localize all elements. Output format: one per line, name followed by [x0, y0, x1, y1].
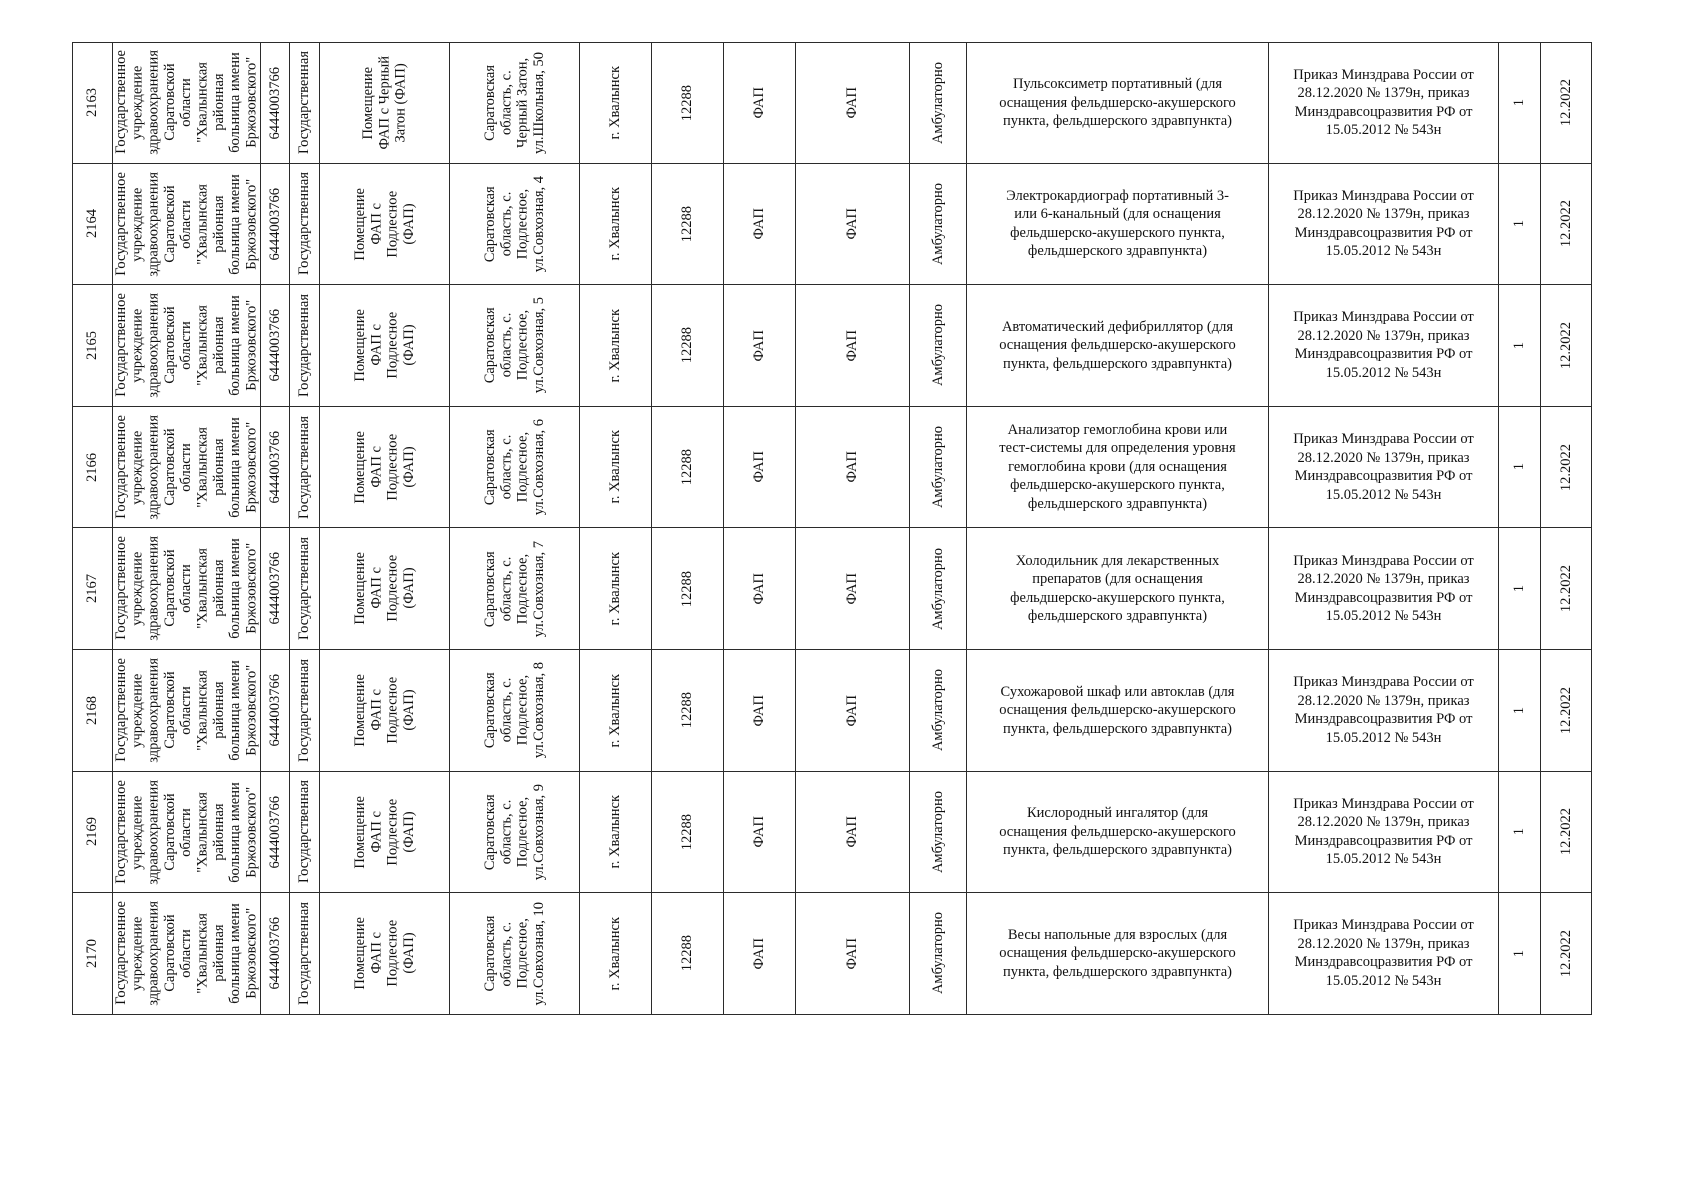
care-form-text: Амбулаторно: [929, 182, 946, 265]
equipment-text: Холодильник для лекарственных препаратов (для оснащения фельдшерско-акушерского пункта, фельдшерского здравпункта): [1010, 552, 1225, 625]
organization-text: Государственное учреждение здравоохранения Саратовской области "Хвалынская районная больница имени Бржозовского": [113, 901, 260, 1006]
code-text: 12288: [679, 448, 696, 486]
cell-num: [72, 650, 113, 772]
address-text: Саратовская область, с. Подлесное, ул.Совхозная, 7: [481, 540, 547, 637]
cell-unit-type: [724, 528, 796, 650]
cell-basis: [1269, 772, 1499, 894]
cell-care-form: [910, 650, 967, 772]
cell-num: [72, 893, 113, 1015]
cell-date: [1541, 164, 1592, 286]
inn-text: 6444003766: [266, 430, 283, 504]
num-text: 2164: [84, 209, 101, 239]
cell-basis: [1269, 528, 1499, 650]
basis-text: Приказ Минздрава России от 28.12.2020 № 1379н, приказ Минздравсоцразвития РФ от 15.05.2012 № 543н: [1293, 917, 1474, 989]
cell-city: [580, 285, 652, 407]
unit-name-text: ФАП: [844, 208, 861, 240]
equipment-text: Электрокардиограф портативный 3- или 6-канальный (для оснащения фельдшерско-акушерского пункта, фельдшерского здравпункта): [1006, 187, 1229, 260]
care-form-text: Амбулаторно: [929, 304, 946, 387]
care-form-text: Амбулаторно: [929, 61, 946, 144]
cell-unit-type: [724, 285, 796, 407]
premises-text: Помещение ФАП с Подлесное (ФАП): [351, 552, 417, 625]
ownership-text: Государственная: [296, 294, 313, 397]
basis-text: Приказ Минздрава России от 28.12.2020 № 1379н, приказ Минздравсоцразвития РФ от 15.05.2012 № 543н: [1293, 552, 1474, 625]
equipment-text: Автоматический дефибриллятор (для оснащения фельдшерско-акушерского пункта, фельдшерского здравпункта): [999, 318, 1236, 372]
cell-num: [72, 42, 113, 164]
cell-care-form: [910, 528, 967, 650]
care-form-text: Амбулаторно: [929, 790, 946, 873]
inn-text: 6444003766: [266, 674, 283, 747]
num-text: 2170: [84, 938, 101, 968]
care-form-text: Амбулаторно: [929, 669, 946, 752]
cell-city: [580, 893, 652, 1015]
cell-inn: [261, 285, 290, 407]
table-row: [72, 407, 1668, 529]
cell-city: [580, 42, 652, 164]
table-row: [72, 42, 1668, 164]
cell-premises: [320, 164, 450, 286]
city-text: г. Хвалынск: [607, 551, 624, 626]
code-text: 12288: [679, 205, 696, 243]
cell-city: [580, 528, 652, 650]
cell-ownership: [290, 893, 320, 1015]
unit-name-text: ФАП: [844, 87, 861, 119]
num-text: 2168: [84, 695, 101, 725]
unit-type-text: ФАП: [751, 694, 768, 727]
address-text: Саратовская область, с. Подлесное, ул.Совхозная, 4: [481, 175, 547, 273]
cell-ownership: [290, 528, 320, 650]
cell-equipment: [967, 164, 1269, 286]
code-text: 12288: [679, 935, 696, 972]
quantity-text: 1: [1511, 220, 1528, 228]
cell-organization: [113, 285, 261, 407]
city-text: г. Хвалынск: [607, 66, 624, 140]
inn-text: 6444003766: [266, 795, 283, 869]
unit-name-text: ФАП: [844, 694, 861, 727]
care-form-text: Амбулаторно: [929, 547, 946, 630]
basis-text: Приказ Минздрава России от 28.12.2020 № 1379н, приказ Минздравсоцразвития РФ от 15.05.2012 № 543н: [1293, 187, 1474, 260]
cell-quantity: [1499, 42, 1541, 164]
premises-text: Помещение ФАП с Подлесное (ФАП): [351, 673, 417, 747]
unit-type-text: ФАП: [751, 937, 768, 970]
cell-num: [72, 164, 113, 286]
unit-name-text: ФАП: [844, 572, 861, 605]
cell-equipment: [967, 285, 1269, 407]
cell-date: [1541, 650, 1592, 772]
care-form-text: Амбулаторно: [929, 912, 946, 995]
cell-address: [450, 42, 580, 164]
cell-code: [652, 528, 724, 650]
unit-name-text: ФАП: [844, 451, 861, 483]
cell-ownership: [290, 285, 320, 407]
cell-equipment: [967, 893, 1269, 1015]
cell-address: [450, 650, 580, 772]
ownership-text: Государственная: [296, 172, 313, 276]
num-text: 2167: [84, 574, 101, 604]
basis-text: Приказ Минздрава России от 28.12.2020 № 1379н, приказ Минздравсоцразвития РФ от 15.05.2012 № 543н: [1293, 309, 1474, 381]
basis-text: Приказ Минздрава России от 28.12.2020 № 1379н, приказ Минздравсоцразвития РФ от 15.05.2012 № 543н: [1293, 674, 1474, 746]
organization-text: Государственное учреждение здравоохранения Саратовской области "Хвалынская районная больница имени Бржозовского": [113, 50, 260, 156]
address-text: Саратовская область, с. Подлесное, ул.Совхозная, 6: [481, 418, 547, 516]
cell-ownership: [290, 772, 320, 894]
cell-premises: [320, 407, 450, 529]
cell-premises: [320, 650, 450, 772]
cell-num: [72, 772, 113, 894]
organization-text: Государственное учреждение здравоохранения Саратовской области "Хвалынская районная больница имени Бржозовского": [113, 657, 260, 763]
cell-address: [450, 407, 580, 529]
cell-quantity: [1499, 893, 1541, 1015]
cell-unit-name: [796, 407, 910, 529]
cell-quantity: [1499, 407, 1541, 529]
cell-code: [652, 772, 724, 894]
cell-unit-type: [724, 164, 796, 286]
unit-type-text: ФАП: [751, 87, 768, 119]
date-text: 12.2022: [1557, 565, 1574, 613]
cell-address: [450, 893, 580, 1015]
date-text: 12.2022: [1557, 443, 1574, 491]
quantity-text: 1: [1511, 463, 1528, 471]
cell-organization: [113, 407, 261, 529]
table-row: [72, 893, 1668, 1015]
ownership-text: Государственная: [296, 51, 313, 155]
city-text: г. Хвалынск: [607, 187, 624, 261]
table-row: [72, 164, 1668, 286]
unit-type-text: ФАП: [751, 329, 768, 362]
cell-inn: [261, 772, 290, 894]
ownership-text: Государственная: [296, 537, 313, 641]
cell-quantity: [1499, 528, 1541, 650]
num-text: 2165: [84, 330, 101, 360]
unit-type-text: ФАП: [751, 816, 768, 848]
cell-organization: [113, 528, 261, 650]
date-text: 12.2022: [1557, 808, 1574, 856]
cell-code: [652, 650, 724, 772]
cell-basis: [1269, 407, 1499, 529]
premises-text: Помещение ФАП с Подлесное (ФАП): [351, 795, 417, 869]
cell-inn: [261, 407, 290, 529]
cell-address: [450, 164, 580, 286]
cell-code: [652, 164, 724, 286]
cell-inn: [261, 42, 290, 164]
inn-text: 6444003766: [266, 187, 283, 261]
cell-basis: [1269, 650, 1499, 772]
cell-inn: [261, 650, 290, 772]
address-text: Саратовская область, с. Подлесное, ул.Совхозная, 10: [481, 901, 547, 1006]
ownership-text: Государственная: [296, 780, 313, 884]
city-text: г. Хвалынск: [607, 430, 624, 504]
cell-city: [580, 164, 652, 286]
inn-text: 6444003766: [266, 917, 283, 990]
ownership-text: Государственная: [296, 902, 313, 1005]
basis-text: Приказ Минздрава России от 28.12.2020 № 1379н, приказ Минздравсоцразвития РФ от 15.05.2012 № 543н: [1293, 431, 1474, 503]
basis-text: Приказ Минздрава России от 28.12.2020 № 1379н, приказ Минздравсоцразвития РФ от 15.05.2012 № 543н: [1293, 66, 1474, 139]
cell-organization: [113, 650, 261, 772]
cell-ownership: [290, 407, 320, 529]
cell-equipment: [967, 772, 1269, 894]
equipment-text: Весы напольные для взрослых (для оснащения фельдшерско-акушерского пункта, фельдшерского здравпункта): [999, 926, 1236, 980]
cell-unit-type: [724, 650, 796, 772]
cell-equipment: [967, 528, 1269, 650]
cell-organization: [113, 164, 261, 286]
cell-address: [450, 528, 580, 650]
cell-basis: [1269, 893, 1499, 1015]
cell-date: [1541, 772, 1592, 894]
cell-inn: [261, 893, 290, 1015]
quantity-text: 1: [1511, 99, 1528, 107]
cell-date: [1541, 42, 1592, 164]
quantity-text: 1: [1511, 585, 1528, 593]
cell-organization: [113, 772, 261, 894]
unit-name-text: ФАП: [844, 329, 861, 362]
num-text: 2163: [84, 88, 101, 118]
inn-text: 6444003766: [266, 66, 283, 140]
table-row: [72, 772, 1668, 894]
equipment-text: Сухожаровой шкаф или автоклав (для оснащения фельдшерско-акушерского пункта, фельдшерского здравпункта): [999, 683, 1236, 737]
table-row: [72, 285, 1668, 407]
unit-type-text: ФАП: [751, 451, 768, 483]
cell-quantity: [1499, 285, 1541, 407]
cell-unit-type: [724, 772, 796, 894]
equipment-text: Кислородный ингалятор (для оснащения фельдшерско-акушерского пункта, фельдшерского здравпункта): [999, 805, 1236, 859]
city-text: г. Хвалынск: [607, 308, 624, 383]
date-text: 12.2022: [1557, 321, 1574, 370]
cell-city: [580, 407, 652, 529]
care-form-text: Амбулаторно: [929, 426, 946, 509]
cell-code: [652, 407, 724, 529]
cell-premises: [320, 285, 450, 407]
organization-text: Государственное учреждение здравоохранения Саратовской области "Хвалынская районная больница имени Бржозовского": [113, 536, 260, 642]
basis-text: Приказ Минздрава России от 28.12.2020 № 1379н, приказ Минздравсоцразвития РФ от 15.05.2012 № 543н: [1293, 795, 1474, 868]
cell-care-form: [910, 285, 967, 407]
cell-date: [1541, 528, 1592, 650]
quantity-text: 1: [1511, 828, 1528, 836]
cell-unit-name: [796, 893, 910, 1015]
unit-type-text: ФАП: [751, 208, 768, 240]
cell-ownership: [290, 164, 320, 286]
city-text: г. Хвалынск: [607, 673, 624, 748]
organization-text: Государственное учреждение здравоохранения Саратовской области "Хвалынская районная больница имени Бржозовского": [113, 293, 260, 398]
ownership-text: Государственная: [296, 658, 313, 762]
cell-code: [652, 42, 724, 164]
cell-premises: [320, 893, 450, 1015]
equipment-text: Пульсоксиметр портативный (для оснащения фельдшерско-акушерского пункта, фельдшерского здравпункта): [999, 76, 1236, 130]
cell-premises: [320, 528, 450, 650]
table-row: [72, 528, 1668, 650]
premises-text: Помещение ФАП с Черный Затон (ФАП): [360, 56, 409, 150]
cell-premises: [320, 42, 450, 164]
cell-equipment: [967, 407, 1269, 529]
cell-ownership: [290, 42, 320, 164]
inn-text: 6444003766: [266, 552, 283, 625]
cell-care-form: [910, 42, 967, 164]
address-text: Саратовская область, с. Подлесное, ул.Совхозная, 9: [481, 783, 547, 881]
cell-equipment: [967, 650, 1269, 772]
code-text: 12288: [679, 84, 696, 121]
quantity-text: 1: [1511, 341, 1528, 350]
cell-unit-name: [796, 42, 910, 164]
cell-basis: [1269, 164, 1499, 286]
unit-name-text: ФАП: [844, 937, 861, 970]
date-text: 12.2022: [1557, 929, 1574, 978]
cell-unit-type: [724, 42, 796, 164]
table-row: [72, 650, 1668, 772]
date-text: 12.2022: [1557, 200, 1574, 248]
cell-care-form: [910, 772, 967, 894]
premises-text: Помещение ФАП с Подлесное (ФАП): [351, 187, 417, 261]
organization-text: Государственное учреждение здравоохранения Саратовской области "Хвалынская районная больница имени Бржозовского": [113, 779, 260, 885]
quantity-text: 1: [1511, 949, 1528, 958]
city-text: г. Хвалынск: [607, 916, 624, 991]
date-text: 12.2022: [1557, 686, 1574, 734]
ownership-text: Государственная: [296, 415, 313, 519]
cell-city: [580, 650, 652, 772]
code-text: 12288: [679, 327, 696, 364]
cell-date: [1541, 407, 1592, 529]
date-text: 12.2022: [1557, 79, 1574, 127]
cell-num: [72, 407, 113, 529]
num-text: 2169: [84, 817, 101, 847]
code-text: 12288: [679, 570, 696, 607]
code-text: 12288: [679, 813, 696, 851]
cell-inn: [261, 164, 290, 286]
cell-organization: [113, 42, 261, 164]
cell-basis: [1269, 42, 1499, 164]
cell-unit-type: [724, 407, 796, 529]
cell-unit-name: [796, 772, 910, 894]
cell-num: [72, 528, 113, 650]
cell-unit-name: [796, 285, 910, 407]
premises-text: Помещение ФАП с Подлесное (ФАП): [351, 917, 417, 990]
unit-name-text: ФАП: [844, 816, 861, 848]
cell-address: [450, 772, 580, 894]
cell-basis: [1269, 285, 1499, 407]
cell-date: [1541, 285, 1592, 407]
cell-unit-name: [796, 164, 910, 286]
cell-care-form: [910, 164, 967, 286]
cell-inn: [261, 528, 290, 650]
organization-text: Государственное учреждение здравоохранения Саратовской области "Хвалынская районная больница имени Бржозовского": [113, 171, 260, 277]
cell-date: [1541, 893, 1592, 1015]
cell-unit-type: [724, 893, 796, 1015]
cell-organization: [113, 893, 261, 1015]
inn-text: 6444003766: [266, 309, 283, 382]
cell-code: [652, 893, 724, 1015]
quantity-text: 1: [1511, 706, 1528, 714]
premises-text: Помещение ФАП с Подлесное (ФАП): [351, 309, 417, 382]
unit-type-text: ФАП: [751, 572, 768, 605]
cell-unit-name: [796, 528, 910, 650]
organization-text: Государственное учреждение здравоохранения Саратовской области "Хвалынская районная больница имени Бржозовского": [113, 414, 260, 520]
cell-ownership: [290, 650, 320, 772]
cell-equipment: [967, 42, 1269, 164]
cell-care-form: [910, 407, 967, 529]
cell-quantity: [1499, 650, 1541, 772]
premises-text: Помещение ФАП с Подлесное (ФАП): [351, 430, 417, 504]
address-text: Саратовская область, с. Черный Затон, ул.Школьная, 50: [481, 51, 547, 154]
code-text: 12288: [679, 692, 696, 729]
cell-num: [72, 285, 113, 407]
equipment-text: Анализатор гемоглобина крови или тест-системы для определения уровня гемоглобина крови (для оснащения фельдшерско-акушерского пункта, фельдшерского здравпункта): [999, 421, 1236, 512]
cell-unit-name: [796, 650, 910, 772]
cell-care-form: [910, 893, 967, 1015]
cell-quantity: [1499, 164, 1541, 286]
cell-quantity: [1499, 772, 1541, 894]
address-text: Саратовская область, с. Подлесное, ул.Совхозная, 8: [481, 662, 547, 759]
num-text: 2166: [84, 452, 101, 482]
cell-address: [450, 285, 580, 407]
city-text: г. Хвалынск: [607, 795, 624, 869]
cell-code: [652, 285, 724, 407]
cell-city: [580, 772, 652, 894]
address-text: Саратовская область, с. Подлесное, ул.Совхозная, 5: [481, 297, 547, 394]
cell-premises: [320, 772, 450, 894]
